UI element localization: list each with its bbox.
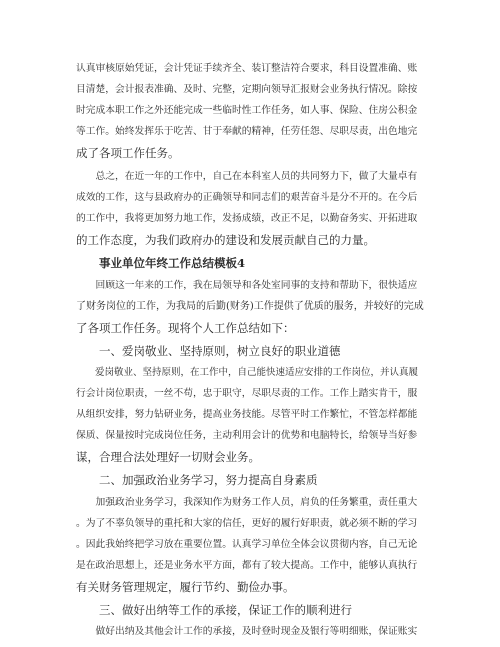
- body-text-line: 回顾这一年来的工作，我在局领导和各处室同事的支持和帮助下，很快适应: [76, 280, 418, 291]
- body-text-line: 成效的工作，这与县政府办的正确领导和同志们的艰苦奋斗是分不开的。在今后: [76, 192, 418, 203]
- body-text-line: 做好出纳及其他会计工作的承接，及时登时现金及银行等明细账，保证账实: [76, 626, 418, 637]
- section-title: 事业单位年终工作总结模板4: [76, 256, 245, 270]
- body-text-line: 了财务岗位的工作，为我局的后勤(财务)工作提供了优质的服务，并较好的完成: [76, 301, 424, 312]
- subheading: 三、做好出纳等工作的承接，保证工作的顺利进行: [76, 603, 352, 617]
- body-text-line: 加强政治业务学习，我深知作为财务工作人员，肩负的任务繁重，责任重大: [76, 497, 418, 508]
- body-text-line: 谋，合理合法处理好一切财会业务。: [76, 450, 260, 464]
- body-text-line: 有关财务管理规定，履行节约、勤俭办事。: [76, 580, 295, 594]
- body-text-line: 从组织安排，努力钻研业务，提高业务技能。尽管平时工作繁忙，不管怎样都能: [76, 409, 418, 420]
- body-text-line: 认真审核原始凭证，会计凭证手续齐全、装订整洁符合要求，科目设置准确、账: [76, 63, 418, 74]
- body-text-line: 的工作中，我将更加努力地工作，发扬成绩，改正不足，以勤奋务实、开拓进取: [76, 213, 418, 224]
- body-text-line: 的工作态度，为我们政府办的建设和发展贡献自己的力量。: [76, 233, 375, 247]
- body-text-line: 。为了不辜负领导的重托和大家的信任，更好的履行好职责，就必须不断的学习: [76, 518, 418, 529]
- body-text-line: 行会计岗位职责，一丝不苟，忠于职守，尽职尽责的工作。工作上踏实肯干，服: [76, 388, 418, 399]
- body-text-line: 是在政治思想上，还是业务水平方面，都有了较大提高。工作中，能够认真执行: [76, 560, 418, 571]
- subheading: 二、加强政治业务学习，努力提高自身素质: [76, 473, 318, 487]
- body-text-line: 了各项工作任务。现将个人工作总结如下：: [76, 321, 295, 335]
- body-text-line: 时完成本职工作之外还能完成一些临时性工作任务，如人事、保险、住房公积金: [76, 105, 418, 116]
- body-text-line: 总之，在近一年的工作中，自己在本科室人员的共同努力下，做了大量卓有: [76, 171, 418, 182]
- body-text-line: 爱岗敬业、坚持原则，在工作中，自己能快速适应安排的工作岗位，并认真履: [76, 367, 419, 378]
- body-text-line: 等工作。始终发挥乐于吃苦、甘于奉献的精神，任劳任怨、尽职尽责，出色地完: [76, 126, 418, 137]
- body-text-line: 保质、保量按时完成岗位任务，主动利用会计的优势和电脑特长，给领导当好参: [76, 430, 418, 441]
- body-text-line: 。因此我始终把学习放在重要位置。认真学习单位全体会议贯彻内容，自己无论: [76, 539, 418, 550]
- body-text-line: 目清楚，会计报表准确、及时、完整，定期向领导汇报财会业务执行情况。除按: [76, 84, 418, 95]
- body-text-line: 成了各项工作任务。: [76, 146, 180, 160]
- subheading: 一、爱岗敬业、坚持原则，树立良好的职业道德: [76, 344, 341, 358]
